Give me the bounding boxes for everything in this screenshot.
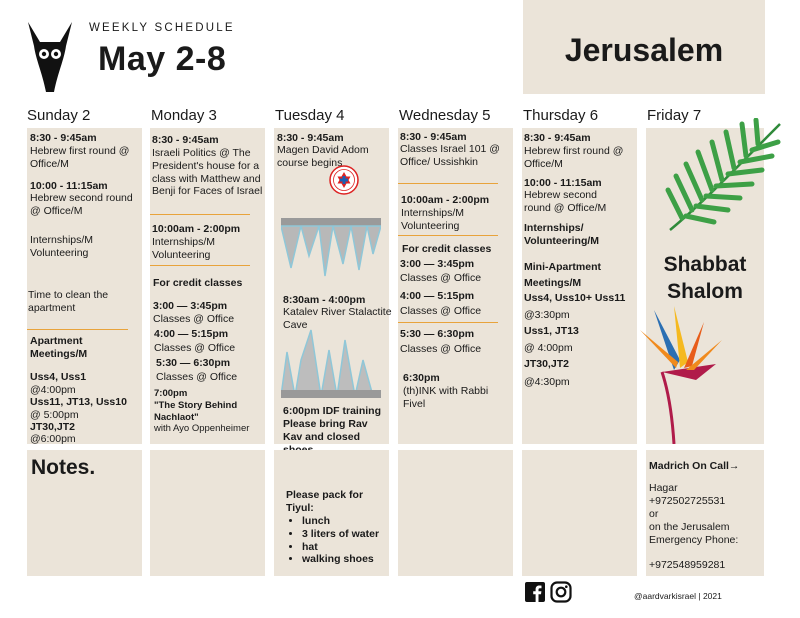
- wednesday-credit-1-time: 3:00 — 3:45pm: [400, 258, 475, 270]
- sunday-meeting-2-time: @ 5:00pm: [30, 409, 79, 421]
- footer-credit: @aardvarkisrael | 2021: [634, 591, 722, 601]
- thursday-meeting-1: Uss4, Uss10+ Uss11: [524, 292, 626, 304]
- pack-list-title: Please pack for Tiyul:: [286, 489, 364, 514]
- day-header-sunday: Sunday 2: [27, 107, 91, 124]
- monday-event-3-title: "The Story Behind Nachlaot": [154, 400, 238, 423]
- sunday-cell: [27, 128, 142, 444]
- thursday-notes-cell: [522, 450, 637, 576]
- on-call-cell: [646, 450, 764, 576]
- tuesday-event-3-text: Please bring Rav Kav and closed: [283, 418, 368, 443]
- notes-label: Notes.: [31, 456, 96, 479]
- pack-item: • 3 liters of water: [302, 528, 406, 541]
- pack-item: • walking shoes: [302, 553, 406, 566]
- thursday-event-2-text: Hebrew second round @ Office/M: [524, 189, 607, 214]
- facebook-icon[interactable]: [524, 581, 546, 603]
- tuesday-event-3-time: 6:00pm IDF training: [283, 405, 382, 417]
- wednesday-notes-cell: [398, 450, 513, 576]
- tuesday-event-2-text: Katalev River Stalactite Cave: [283, 306, 392, 331]
- sunday-meeting-1: Uss4, Uss1: [30, 371, 87, 383]
- sunday-event-1-time: 8:30 - 9:45am: [30, 132, 97, 144]
- pack-item: • lunch: [302, 515, 406, 528]
- bird-of-paradise-flower: [634, 300, 730, 444]
- stalactite-illustration: [281, 218, 381, 282]
- notes-cell: [27, 450, 142, 576]
- tuesday-event-1-time: 8:30 - 9:45am: [277, 132, 344, 144]
- monday-credit-2-time: 4:00 — 5:15pm: [154, 328, 229, 340]
- wednesday-credit-3-time: 5:30 — 6:30pm: [400, 328, 475, 340]
- sunday-meeting-2: Uss11, JT13, Uss10: [30, 396, 127, 408]
- sunday-event-3-text: Internships/M Volunteering: [30, 234, 94, 259]
- monday-credit-title: For credit classes: [153, 277, 243, 289]
- monday-event-2-time: 10:00am - 2:00pm: [152, 223, 241, 235]
- shabbat-shalom: Shabbat Shalom: [663, 253, 747, 303]
- wednesday-credit-1-text: Classes @ Office: [400, 272, 482, 284]
- sunday-event-2-text: Hebrew second round @ Office/M: [30, 192, 133, 217]
- palm-leaf-illustration: [662, 118, 784, 234]
- header-kicker: WEEKLY SCHEDULE: [89, 22, 235, 34]
- wednesday-event-1-text: Classes Israel 101 @ Office/ Ussishkin: [400, 143, 500, 168]
- monday-event-2-text: Internships/M Volunteering: [152, 236, 216, 261]
- thursday-meeting-1-time: @3:30pm: [524, 309, 570, 321]
- sunday-meeting-3-time: @6:00pm: [30, 433, 76, 445]
- thursday-event-2-time: 10:00 - 11:15am: [524, 177, 602, 189]
- wednesday-credit-2-time: 4:00 — 5:15pm: [400, 290, 475, 302]
- thursday-cell: [522, 128, 637, 444]
- wednesday-credit-3-text: Classes @ Office: [400, 343, 482, 355]
- wednesday-event-2-time: 10:00am - 2:00pm: [401, 194, 490, 206]
- wednesday-cell: [398, 128, 513, 444]
- monday-cell: [150, 128, 265, 444]
- wednesday-event-3-text: (th)INK with Rabbi Fivel: [403, 385, 489, 410]
- sunday-event-4-text: Time to clean the apartment: [28, 289, 109, 314]
- wednesday-event-2-text: Internships/M Volunteering: [401, 207, 465, 232]
- tuesday-pack-cell: [274, 450, 389, 576]
- page-title: May 2-8: [98, 40, 227, 78]
- wednesday-separator-1: [398, 183, 498, 184]
- wednesday-credit-2-text: Classes @ Office: [400, 305, 482, 317]
- wednesday-separator-2: [398, 235, 498, 236]
- day-header-thursday: Thursday 6: [523, 107, 599, 124]
- on-call-phone: +972502725531: [649, 495, 726, 507]
- on-call-name: Hagar: [649, 482, 678, 494]
- on-call-phone-2: +972548959281: [649, 559, 726, 571]
- monday-event-1-time: 8:30 - 9:45am: [152, 134, 219, 146]
- monday-event-3-text: with Ayo Oppenheimer: [154, 423, 250, 434]
- wednesday-event-1-time: 8:30 - 9:45am: [400, 131, 467, 143]
- thursday-event-1-text: Hebrew first round @ Office/M: [524, 145, 624, 170]
- monday-separator-1: [150, 214, 250, 215]
- monday-event-3-time: 7:00pm: [154, 388, 188, 399]
- wednesday-event-3-time: 6:30pm: [403, 372, 440, 384]
- thursday-meeting-3: JT30,JT2: [524, 358, 569, 370]
- thursday-meeting-2: Uss1, JT13: [524, 325, 579, 337]
- stalagmite-illustration: [281, 326, 381, 398]
- sunday-event-1-text: Hebrew first round @ Office/M: [30, 145, 130, 170]
- on-call-or: or: [649, 508, 659, 520]
- aardvark-logo: [26, 20, 74, 94]
- sunday-separator: [27, 329, 128, 330]
- instagram-icon[interactable]: [550, 581, 572, 603]
- city-box: [523, 0, 765, 94]
- thursday-event-1-time: 8:30 - 9:45am: [524, 132, 591, 144]
- city-name: Jerusalem: [564, 32, 724, 68]
- day-header-monday: Monday 3: [151, 107, 217, 124]
- thursday-meetings-title: Mini-Apartment Meetings/M: [524, 261, 601, 290]
- sunday-meetings-title: Apartment Meetings/M: [30, 335, 88, 360]
- thursday-event-3-text: Internships/ Volunteering/M: [524, 222, 600, 247]
- day-header-friday: Friday 7: [647, 107, 702, 124]
- sunday-event-2-time: 10:00 - 11:15am: [30, 180, 108, 192]
- day-header-tuesday: Tuesday 4: [275, 107, 345, 124]
- monday-credit-3-text: Classes @ Office: [156, 371, 238, 383]
- thursday-meeting-2-time: @ 4:00pm: [524, 342, 573, 354]
- monday-credit-1-text: Classes @ Office: [153, 313, 235, 325]
- monday-credit-2-text: Classes @ Office: [154, 342, 236, 354]
- monday-credit-3-time: 5:30 — 6:30pm: [156, 357, 231, 369]
- wednesday-separator-3: [398, 322, 498, 323]
- magen-david-adom-badge: [329, 165, 359, 195]
- monday-separator-2: [150, 265, 250, 266]
- on-call-title: Madrich On Call→: [649, 460, 740, 472]
- tuesday-cell: [274, 128, 392, 444]
- thursday-meeting-3-time: @4:30pm: [524, 376, 570, 388]
- pack-list: [302, 515, 406, 566]
- tuesday-event-1-text: Magen David Adom course begins: [277, 144, 369, 169]
- sunday-meeting-3: JT30,JT2: [30, 421, 75, 433]
- on-call-emergency: on the Jerusalem Emergency Phone:: [649, 521, 739, 546]
- wednesday-credit-title: For credit classes: [402, 243, 492, 255]
- tuesday-event-2-time: 8:30am - 4:00pm: [283, 294, 366, 306]
- pack-item: • hat: [302, 541, 406, 554]
- monday-event-1-text: Israeli Politics @ The President's house for a class with Matthew and Benji for Faces of Israel: [152, 147, 263, 198]
- sunday-meeting-1-time: @4:00pm: [30, 384, 76, 396]
- monday-notes-cell: [150, 450, 265, 576]
- day-header-wednesday: Wednesday 5: [399, 107, 491, 124]
- monday-credit-1-time: 3:00 — 3:45pm: [153, 300, 228, 312]
